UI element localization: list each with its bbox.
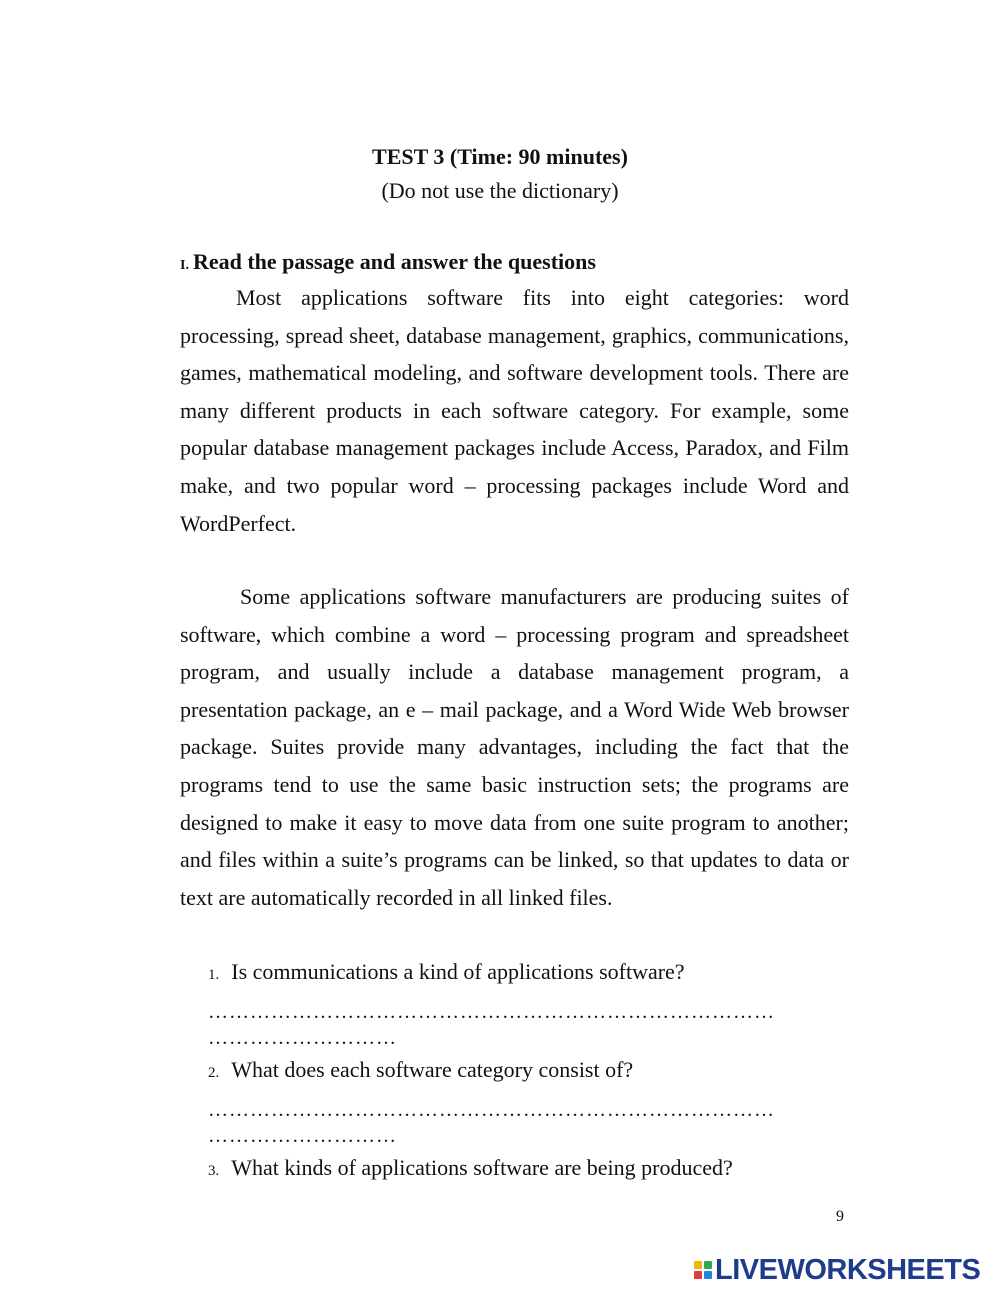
question-3 bbox=[208, 1153, 850, 1186]
answer-line-1a[interactable]: ……………………………………………………………………… bbox=[208, 1002, 775, 1022]
question-number: 2. bbox=[208, 1065, 220, 1081]
question-1 bbox=[208, 957, 850, 990]
logo-text: LIVEWORKSHEETS bbox=[715, 1254, 981, 1286]
passage-paragraph-2: Some applications software manufacturers are producing suites of software, which combine a word – processing program and spreadsheet program, and usually include a database management program, a presentation package, an e – mail package, and a Word Wide Web browser package. Suites provide many advantages, including the fact that the programs tend to use the same basic instruction sets; the programs are designed to make it easy to move data from one suite program to another; and files within a suite’s programs can be linked, so that updates to data or text are automatically recorded in all linked files. bbox=[180, 584, 849, 910]
logo-block bbox=[704, 1261, 712, 1269]
question-text: What does each software category consist of? bbox=[231, 1057, 634, 1082]
liveworksheets-logo[interactable] bbox=[694, 1254, 980, 1286]
section-heading bbox=[180, 247, 850, 281]
logo-block bbox=[694, 1261, 702, 1269]
logo-block bbox=[694, 1271, 702, 1279]
section-number: I. bbox=[180, 258, 189, 273]
question-number: 1. bbox=[208, 967, 220, 983]
question-number: 3. bbox=[208, 1163, 220, 1179]
answer-line-2b[interactable]: ……………………… bbox=[208, 1126, 397, 1146]
question-2 bbox=[208, 1055, 850, 1088]
passage-paragraph-1: Most applications software fits into eight categories: word processing, spread sheet, database management, graphics, communications, games, mathematical modeling, and software development tools. There are many different products in each software category. For example, some popular database management packages include Access, Paradox, and Film make, and two popular word – processing packages include Word and WordPerfect. bbox=[180, 285, 849, 536]
question-text: What kinds of applications software are being produced? bbox=[231, 1155, 733, 1180]
answer-line-2a[interactable]: ……………………………………………………………………… bbox=[208, 1100, 775, 1120]
logo-blocks-icon bbox=[694, 1261, 712, 1279]
section-heading-text: Read the passage and answer the questions bbox=[192, 249, 596, 274]
page-number: 9 bbox=[836, 1208, 844, 1225]
question-text: Is communications a kind of applications software? bbox=[231, 959, 685, 984]
logo-block bbox=[704, 1271, 712, 1279]
page-title: TEST 3 (Time: 90 minutes) bbox=[372, 144, 628, 169]
answer-line-1b[interactable]: ……………………… bbox=[208, 1028, 397, 1048]
page-subtitle: (Do not use the dictionary) bbox=[381, 178, 619, 203]
